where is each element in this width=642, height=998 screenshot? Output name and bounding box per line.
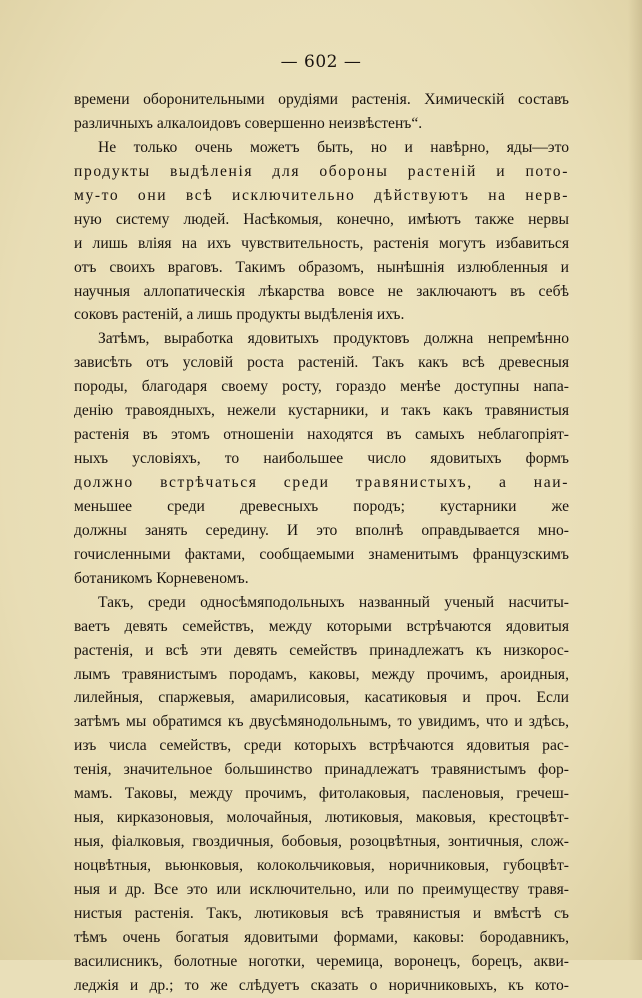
- text-line-19: должны занять середину. И это вполнѣ оправдывается мно-: [74, 521, 569, 539]
- text-line-25: лымъ травянистымъ породамъ, каковы, между прочимъ, ароидныя,: [74, 665, 569, 683]
- text-line-30: мамъ. Таковы, между прочимъ, фитолаковыя, пасленовыя, гречеш-: [74, 785, 569, 803]
- text-line-11: Затѣмъ, выработка ядовитыхъ продуктовъ должна непремѣнно: [98, 330, 569, 348]
- text-line-23: ваетъ девять семействъ, между которыми встрѣчаются ядовитыя: [74, 617, 569, 635]
- text-line-17: должно встрѣчаться среди травянистыхъ, а наи-: [74, 474, 569, 491]
- text-line-20: гочисленными фактами, сообщаемыми знаменитымъ французскимъ: [74, 545, 569, 563]
- text-line-31: ныя, кирказоновыя, молочайныя, лютиковыя, маковыя, крестоцвѣт-: [74, 809, 569, 827]
- text-line-27: затѣмъ мы обратимся къ двусѣмянодольнымъ, то увидимъ, что и здѣсь,: [74, 713, 569, 731]
- text-line-14: денію травоядныхъ, нежели кустарники, и такъ какъ травянистыя: [74, 402, 569, 420]
- text-line-12: зависѣть отъ условій роста растеній. Такъ какъ всѣ древесныя: [74, 354, 569, 372]
- text-line-34: ныя и др. Все это или исключительно, или по преимуществу травя-: [74, 880, 569, 898]
- text-line-29: тенія, значительное большинство принадлежатъ травянистымъ фор-: [74, 761, 569, 779]
- text-line-5: му-то они всѣ исключительно дѣйствуютъ на нерв-: [74, 186, 569, 204]
- text-line-4: продукты выдѣленія для обороны растеній и пото-: [74, 162, 569, 180]
- body-text: [74, 88, 569, 998]
- text-line-36: тѣмъ очень богатыя ядовитыми формами, каковы: бородавникъ,: [74, 928, 569, 946]
- text-line-10: соковъ растеній, а лишь продукты выдѣленія ихъ.: [74, 306, 405, 324]
- text-line-6: ную систему людей. Насѣкомыя, конечно, имѣютъ также нервы: [74, 210, 569, 228]
- text-line-7: и лишь вліяя на ихъ чувствительность, растенія могутъ избавиться: [74, 234, 569, 252]
- text-line-2: различныхъ алкалоидовъ совершенно неизвѣстенъ“.: [74, 114, 423, 132]
- text-line-32: ныя, фіалковыя, гвоздичныя, бобовыя, розоцвѣтныя, зонтичныя, слож-: [74, 833, 569, 851]
- text-line-18: меньшее среди древесныхъ породъ; кустарники же: [74, 497, 569, 515]
- text-line-28: изъ числа семействъ, среди которыхъ встрѣчаются ядовитыя рас-: [74, 737, 569, 755]
- text-line-16: ныхъ условіяхъ, то наибольшее число ядовитыхъ формъ: [74, 450, 569, 468]
- text-line-38: леджія и др.; то же слѣдуетъ сказать о норичниковыхъ, къ кото-: [74, 976, 569, 994]
- text-line-3: Не только очень можетъ быть, но и навѣрно, яды—это: [98, 138, 569, 156]
- page-number: — 602 —: [280, 52, 362, 72]
- text-line-21: ботаникомъ Корневеномъ.: [74, 569, 249, 587]
- text-line-1: времени оборонительными орудіями растенія. Химическій составъ: [74, 91, 569, 108]
- page-edge-shadow: [628, 0, 642, 960]
- text-line-37: василисникъ, болотные ноготки, черемица, воронецъ, борецъ, акви-: [74, 952, 569, 970]
- text-line-26: лилейныя, спаржевыя, амарилисовыя, касатиковыя и проч. Если: [74, 689, 569, 707]
- text-line-22: Такъ, среди односѣмяподольныхъ названный ученый насчиты-: [98, 593, 569, 611]
- text-line-9: научныя аллопатическія лѣкарства вовсе не заключаютъ въ себѣ: [74, 282, 569, 300]
- text-line-15: растенія въ этомъ отношеніи находятся въ самыхъ неблагопріят-: [74, 426, 569, 444]
- text-line-13: породы, благодаря своему росту, гораздо менѣе доступны напа-: [74, 378, 569, 396]
- text-line-33: ноцвѣтныя, вьюнковыя, колокольчиковыя, норичниковыя, губоцвѣт-: [74, 857, 569, 874]
- text-line-35: нистыя растенія. Такъ, лютиковыя всѣ травянистыя и вмѣстѣ съ: [74, 904, 569, 922]
- text-line-8: отъ своихъ враговъ. Такимъ образомъ, нынѣшнія излюбленныя и: [74, 258, 569, 276]
- text-line-24: растенія, и всѣ эти девять семействъ принадлежатъ къ низкорос-: [74, 641, 569, 659]
